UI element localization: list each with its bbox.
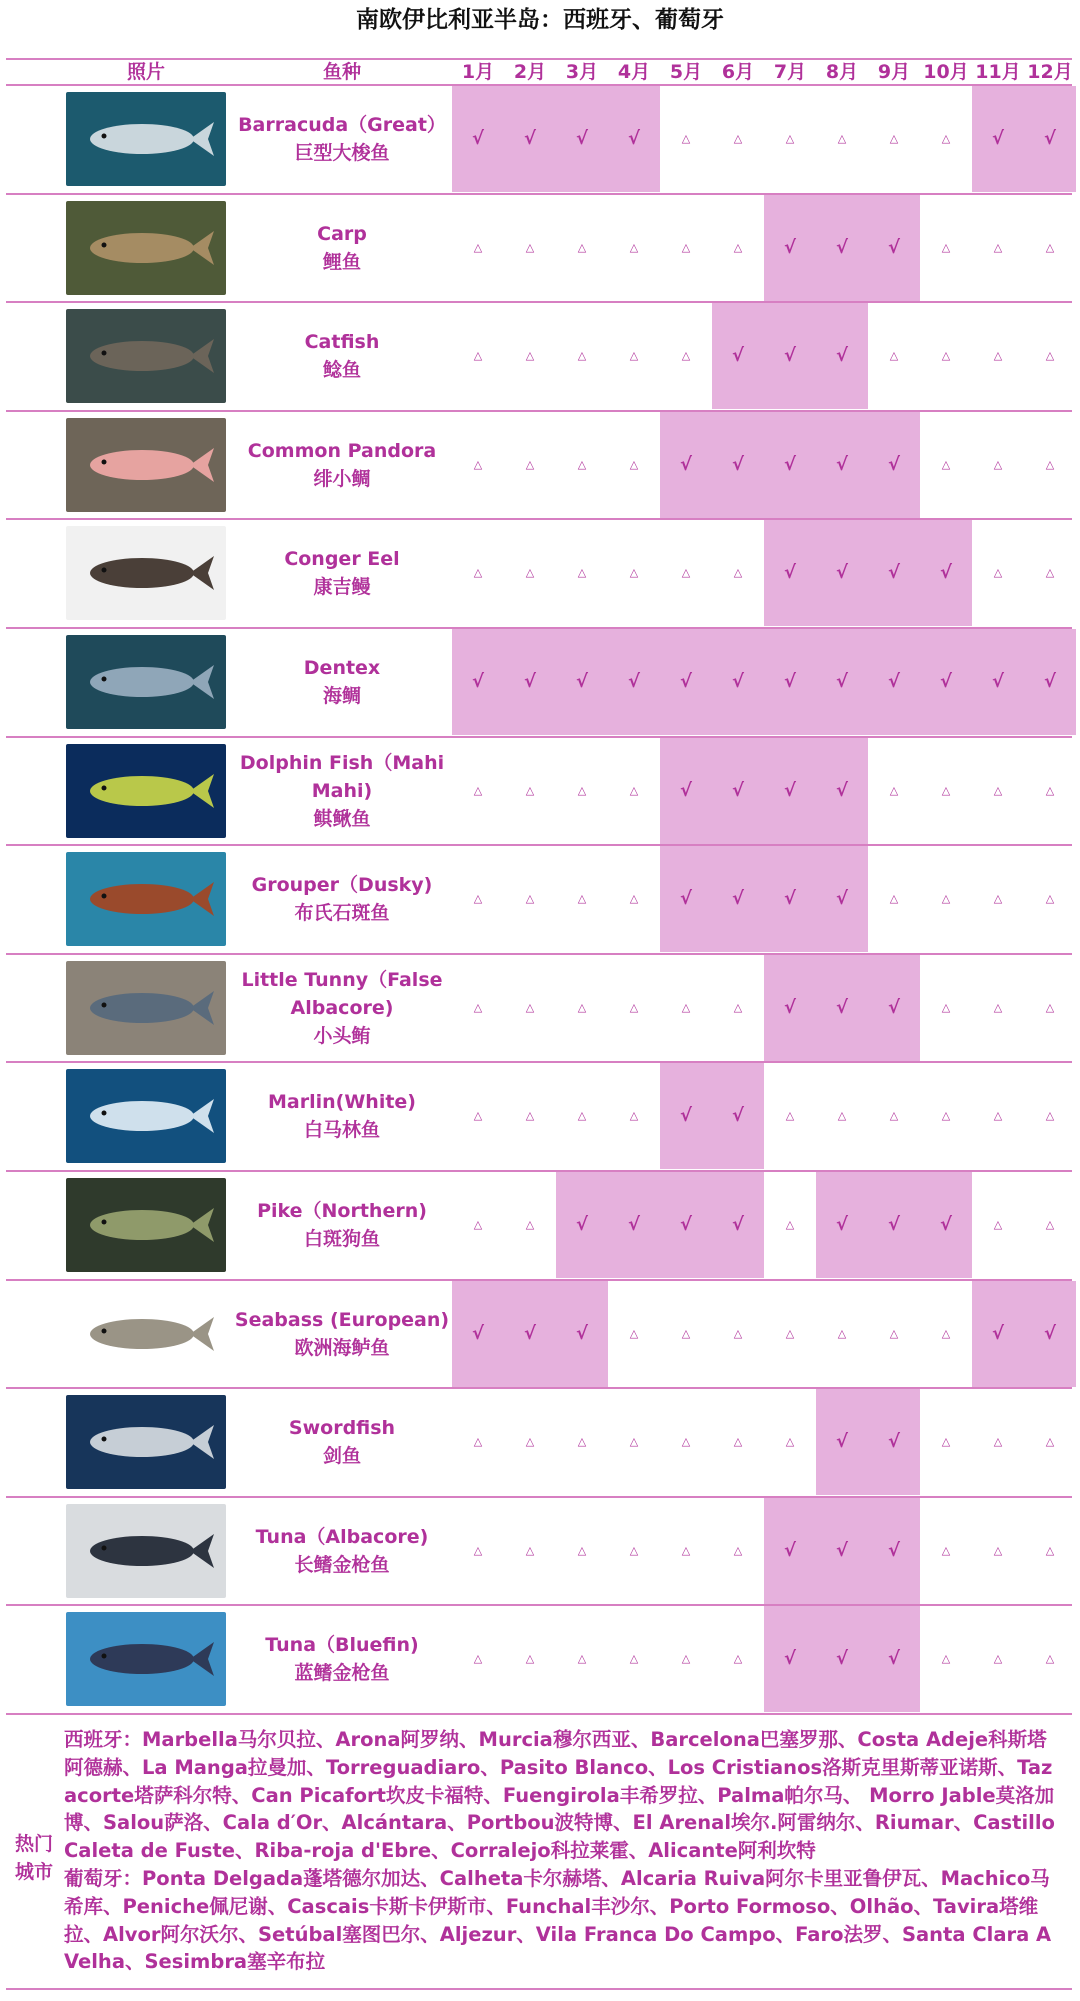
season-mark-yes: √: [764, 955, 816, 1061]
fish-name-cn: 康吉鳗: [313, 576, 371, 599]
season-mark-no: △: [577, 457, 587, 471]
season-mark-no: △: [629, 457, 639, 471]
season-mark-no: △: [577, 892, 587, 906]
season-mark-no: △: [1045, 457, 1055, 471]
header-month: 9月: [877, 61, 911, 83]
fish-name: [234, 738, 450, 844]
fish-name-en: Grouper（Dusky): [251, 874, 433, 897]
season-mark-no: △: [577, 1652, 587, 1666]
fish-name-cn: 剑鱼: [322, 1445, 361, 1468]
cities-portugal: 葡萄牙：Ponta Delgada蓬塔德尔加达、Calheta卡尔赫塔、Alcaria Ruiva阿尔卡里亚鲁伊瓦、Machico马希库、Peniche佩尼谢、Cascais卡斯卡伊斯市、Funchal丰沙尔、Porto Formoso、Olhão、Tavira塔维拉、Alvor阿尔沃尔、Setúbal塞图巴尔、Aljezur、Vila Franca Do Campo、Faro法罗、Santa Clara A Velha、Sesimbra塞辛布拉: [64, 1866, 1052, 1974]
fish-name-en: Barracuda（Great）: [238, 114, 446, 136]
season-mark-yes: √: [764, 303, 816, 409]
season-mark-no: △: [525, 349, 535, 363]
season-mark-no: △: [993, 566, 1003, 580]
pandora-photo: [66, 418, 226, 512]
cities-label: 热门城市: [14, 1833, 53, 1883]
season-mark-no: △: [577, 349, 587, 363]
season-mark-no: △: [577, 566, 587, 580]
fish-name: [234, 195, 450, 301]
season-mark-yes: √: [608, 629, 660, 735]
carp-photo: [66, 201, 226, 295]
fish-name-en: Marlin(White): [268, 1091, 416, 1114]
table-header-row: [6, 58, 1072, 86]
season-mark-no: △: [681, 1435, 691, 1449]
season-mark-yes: √: [504, 1281, 556, 1387]
season-mark-no: △: [525, 1000, 535, 1014]
season-mark-no: △: [993, 1109, 1003, 1123]
season-mark-yes: √: [816, 955, 868, 1061]
fish-name-cn: 欧洲海鲈鱼: [294, 1336, 390, 1359]
season-mark-no: △: [785, 1109, 795, 1123]
season-mark-no: △: [837, 1326, 847, 1340]
fish-name: [234, 629, 450, 735]
season-mark-yes: √: [816, 629, 868, 735]
season-mark-yes: √: [452, 629, 504, 735]
fish-name-cn: 小头鲔: [313, 1024, 371, 1047]
season-mark-no: △: [941, 783, 951, 797]
season-mark-no: △: [577, 783, 587, 797]
season-mark-no: △: [733, 566, 743, 580]
season-mark-no: △: [577, 1435, 587, 1449]
fish-season-table: [6, 58, 1072, 1715]
season-mark-no: △: [525, 1543, 535, 1557]
season-mark-no: △: [629, 783, 639, 797]
season-mark-no: △: [473, 240, 483, 254]
season-mark-no: △: [525, 892, 535, 906]
season-mark-no: △: [733, 1000, 743, 1014]
season-mark-no: △: [473, 1652, 483, 1666]
season-mark-yes: √: [712, 738, 764, 844]
season-mark-no: △: [681, 349, 691, 363]
season-mark-yes: √: [712, 303, 764, 409]
header-month: 11月: [975, 61, 1021, 83]
season-mark-no: △: [1045, 1109, 1055, 1123]
season-mark-no: △: [629, 1000, 639, 1014]
season-mark-no: △: [837, 1109, 847, 1123]
season-mark-no: △: [889, 132, 899, 145]
season-mark-yes: √: [608, 1172, 660, 1278]
season-mark-no: △: [733, 1326, 743, 1340]
season-mark-yes: √: [712, 846, 764, 952]
season-mark-no: △: [1045, 892, 1055, 906]
season-mark-yes: √: [660, 846, 712, 952]
table-row: [6, 1498, 1072, 1607]
season-mark-no: △: [1045, 349, 1055, 363]
season-mark-yes: √: [972, 629, 1024, 735]
season-mark-yes: √: [816, 1172, 868, 1278]
barracuda-photo: [66, 92, 226, 186]
season-mark-no: △: [889, 1326, 899, 1340]
season-mark-no: △: [1045, 1217, 1055, 1231]
season-mark-no: △: [941, 1109, 951, 1123]
season-mark-no: △: [525, 1109, 535, 1123]
season-mark-no: △: [1045, 1000, 1055, 1014]
season-mark-no: △: [889, 783, 899, 797]
fish-name-cn: 绯小鲷: [313, 467, 371, 490]
fish-name: [234, 1281, 450, 1387]
season-mark-no: △: [1045, 240, 1055, 254]
season-mark-no: △: [473, 566, 483, 580]
season-mark-no: △: [993, 1543, 1003, 1557]
season-mark-no: △: [577, 1000, 587, 1014]
popular-cities-section: [6, 1720, 1072, 1990]
season-mark-yes: √: [764, 629, 816, 735]
fish-name-cn: 巨型大梭鱼: [294, 142, 390, 164]
mahi-mahi-photo: [66, 744, 226, 838]
season-mark-no: △: [993, 1435, 1003, 1449]
table-row: [6, 412, 1072, 521]
fish-name-cn: 鲯鳅鱼: [313, 807, 371, 830]
season-mark-no: △: [473, 1543, 483, 1557]
season-mark-no: △: [629, 1543, 639, 1557]
table-body: [6, 86, 1072, 1715]
season-mark-no: △: [681, 1326, 691, 1340]
fish-name-en: Seabass (European): [234, 1308, 450, 1331]
season-mark-no: △: [473, 1435, 483, 1449]
cities-spain: 西班牙：Marbella马尔贝拉、Arona阿罗纳、Murcia穆尔西亚、Barcelona巴塞罗那、Costa Adeje科斯塔阿德赫、La Manga拉曼加、Torreguadiaro、Pasito Blanco、Los Cristianos洛斯克里斯蒂亚诺斯、Tazacorte塔萨科尔特、Can Picafort坎皮卡福特、Fuengirola丰希罗拉、Palma帕尔马、 Morro Jable莫洛加博、Salou萨洛、Cala d′Or、Alcántara、Portbou波特博、El Arenal埃尔.阿雷纳尔、Riumar、Castillo Caleta de Fuste、Riba-roja d'Ebre、Corralejo科拉莱霍、Alicante阿利坎特: [64, 1728, 1055, 1863]
header-month: 5月: [669, 61, 703, 83]
season-mark-yes: √: [660, 1172, 712, 1278]
season-mark-no: △: [577, 1109, 587, 1123]
season-mark-yes: √: [816, 846, 868, 952]
season-mark-yes: √: [1024, 1281, 1076, 1387]
table-row: [6, 846, 1072, 955]
season-mark-no: △: [993, 892, 1003, 906]
fish-name: [234, 1389, 450, 1495]
season-mark-no: △: [941, 457, 951, 471]
season-mark-no: △: [941, 1000, 951, 1014]
season-mark-no: △: [681, 1652, 691, 1666]
season-mark-yes: √: [764, 1606, 816, 1712]
season-mark-no: △: [733, 1543, 743, 1557]
season-mark-yes: √: [972, 86, 1024, 192]
fish-name: [234, 86, 450, 192]
season-mark-no: △: [837, 132, 847, 145]
season-mark-yes: √: [452, 86, 504, 192]
season-mark-no: △: [889, 1109, 899, 1123]
season-mark-no: △: [681, 1000, 691, 1014]
season-mark-no: △: [733, 1435, 743, 1449]
fish-name: [234, 1172, 450, 1278]
season-mark-no: △: [733, 240, 743, 254]
season-mark-yes: √: [764, 846, 816, 952]
season-mark-yes: √: [868, 1172, 920, 1278]
swordfish-photo: [66, 1395, 226, 1489]
season-mark-yes: √: [972, 1281, 1024, 1387]
season-mark-no: △: [525, 1217, 535, 1231]
season-mark-no: △: [629, 1326, 639, 1340]
season-mark-yes: √: [816, 303, 868, 409]
season-mark-yes: √: [816, 1606, 868, 1712]
season-mark-no: △: [473, 349, 483, 363]
season-mark-yes: √: [868, 1606, 920, 1712]
season-mark-yes: √: [816, 412, 868, 518]
season-mark-yes: √: [764, 195, 816, 301]
season-mark-no: △: [993, 457, 1003, 471]
season-mark-no: △: [629, 1435, 639, 1449]
season-mark-no: △: [681, 566, 691, 580]
fish-name-en: Dolphin Fish（Mahi Mahi): [239, 751, 445, 802]
fish-name: [234, 1606, 450, 1712]
header-month: 12月: [1027, 61, 1073, 83]
season-mark-no: △: [993, 349, 1003, 363]
season-mark-yes: √: [868, 412, 920, 518]
season-mark-no: △: [941, 1435, 951, 1449]
table-row: [6, 86, 1072, 195]
fish-name: [234, 303, 450, 409]
season-mark-yes: √: [504, 86, 556, 192]
season-mark-no: △: [473, 1000, 483, 1014]
season-mark-yes: √: [816, 1498, 868, 1604]
season-mark-yes: √: [556, 86, 608, 192]
fish-name-cn: 鲤鱼: [322, 250, 361, 273]
season-mark-no: △: [525, 240, 535, 254]
season-mark-no: △: [525, 566, 535, 580]
season-mark-no: △: [889, 892, 899, 906]
season-mark-no: △: [629, 1109, 639, 1123]
season-mark-yes: √: [764, 412, 816, 518]
fish-name: [234, 1498, 450, 1604]
fish-name: [234, 846, 450, 952]
fish-name-cn: 鲶鱼: [322, 359, 361, 382]
season-mark-no: △: [577, 240, 587, 254]
header-month: 10月: [923, 61, 969, 83]
fish-name-en: Common Pandora: [247, 439, 437, 462]
season-mark-yes: √: [868, 629, 920, 735]
season-mark-yes: √: [608, 86, 660, 192]
season-mark-no: △: [941, 132, 951, 145]
header-species: 鱼种: [322, 61, 361, 83]
conger-eel-photo: [66, 526, 226, 620]
header-month: 3月: [565, 61, 599, 83]
season-mark-yes: √: [868, 955, 920, 1061]
season-mark-no: △: [1045, 566, 1055, 580]
season-mark-no: △: [525, 457, 535, 471]
table-row: [6, 195, 1072, 304]
table-row: [6, 303, 1072, 412]
season-mark-yes: √: [816, 520, 868, 626]
season-mark-no: △: [473, 457, 483, 471]
season-mark-no: △: [1045, 1435, 1055, 1449]
little-tunny-photo: [66, 961, 226, 1055]
season-mark-no: △: [629, 240, 639, 254]
season-mark-yes: √: [764, 520, 816, 626]
season-mark-no: △: [473, 892, 483, 906]
season-mark-no: △: [993, 1000, 1003, 1014]
season-mark-yes: √: [660, 738, 712, 844]
season-mark-no: △: [941, 1652, 951, 1666]
season-mark-no: △: [993, 240, 1003, 254]
bluefin-photo: [66, 1612, 226, 1706]
season-mark-no: △: [629, 1652, 639, 1666]
season-mark-yes: √: [920, 1172, 972, 1278]
season-mark-no: △: [941, 1326, 951, 1340]
fish-name: [234, 412, 450, 518]
pike-photo: [66, 1178, 226, 1272]
season-mark-yes: √: [452, 1281, 504, 1387]
fish-name-cn: 白斑狗鱼: [303, 1227, 380, 1250]
fish-name-en: Pike（Northern): [257, 1199, 427, 1222]
cities-text: [64, 1726, 1064, 1976]
season-mark-no: △: [1045, 783, 1055, 797]
fish-name: [234, 520, 450, 626]
season-mark-yes: √: [712, 629, 764, 735]
season-mark-yes: √: [556, 1281, 608, 1387]
season-mark-no: △: [993, 1652, 1003, 1666]
grouper-photo: [66, 852, 226, 946]
season-mark-yes: √: [920, 629, 972, 735]
fish-name-cn: 海鲷: [322, 684, 361, 707]
season-mark-no: △: [525, 1652, 535, 1666]
fish-name-en: Conger Eel: [284, 548, 400, 571]
season-mark-yes: √: [868, 1498, 920, 1604]
table-row: [6, 738, 1072, 847]
season-mark-yes: √: [712, 1063, 764, 1169]
fish-name-cn: 白马林鱼: [303, 1119, 380, 1142]
season-mark-no: △: [941, 240, 951, 254]
fish-name-en: Tuna（Bluefin): [265, 1634, 419, 1657]
catfish-photo: [66, 309, 226, 403]
season-mark-yes: √: [816, 1389, 868, 1495]
header-month: 4月: [617, 61, 651, 83]
season-mark-no: △: [785, 1326, 795, 1340]
season-mark-no: △: [681, 132, 691, 145]
season-mark-no: △: [941, 892, 951, 906]
season-mark-yes: √: [556, 629, 608, 735]
fish-name-en: Carp: [317, 222, 367, 245]
marlin-photo: [66, 1069, 226, 1163]
season-mark-no: △: [525, 783, 535, 797]
fish-name-en: Catfish: [304, 331, 380, 354]
table-row: [6, 1281, 1072, 1390]
season-mark-yes: √: [712, 412, 764, 518]
table-row: [6, 629, 1072, 738]
season-mark-no: △: [629, 566, 639, 580]
fish-name-cn: 蓝鳍金枪鱼: [294, 1662, 390, 1685]
header-month: 8月: [825, 61, 859, 83]
table-row: [6, 1389, 1072, 1498]
season-mark-yes: √: [868, 1389, 920, 1495]
fish-name-en: Dentex: [303, 656, 381, 679]
season-mark-no: △: [681, 240, 691, 254]
season-mark-yes: √: [764, 1498, 816, 1604]
season-mark-yes: √: [660, 629, 712, 735]
season-mark-yes: √: [764, 738, 816, 844]
fish-name-cn: 布氏石斑鱼: [294, 902, 390, 925]
season-mark-yes: √: [1024, 86, 1076, 192]
header-month: 2月: [513, 61, 547, 83]
season-mark-yes: √: [816, 195, 868, 301]
season-mark-yes: √: [816, 738, 868, 844]
albacore-photo: [66, 1504, 226, 1598]
season-mark-no: △: [889, 349, 899, 363]
table-row: [6, 1063, 1072, 1172]
season-mark-yes: √: [660, 412, 712, 518]
season-mark-yes: √: [868, 195, 920, 301]
season-mark-no: △: [473, 783, 483, 797]
season-mark-no: △: [733, 1652, 743, 1666]
table-row: [6, 955, 1072, 1064]
season-mark-no: △: [785, 1435, 795, 1449]
season-mark-no: △: [629, 892, 639, 906]
season-mark-no: △: [785, 1217, 795, 1231]
season-mark-yes: √: [660, 1063, 712, 1169]
season-mark-yes: √: [556, 1172, 608, 1278]
season-mark-no: △: [681, 1543, 691, 1557]
fish-name-en: Little Tunny（False Albacore): [241, 968, 443, 1019]
season-mark-no: △: [577, 1543, 587, 1557]
season-mark-yes: √: [712, 1172, 764, 1278]
page-title: 南欧伊比利亚半岛：西班牙、葡萄牙: [356, 7, 724, 33]
season-mark-yes: √: [920, 520, 972, 626]
table-row: [6, 1606, 1072, 1715]
season-mark-no: △: [941, 349, 951, 363]
header-month: 7月: [773, 61, 807, 83]
season-mark-no: △: [1045, 1652, 1055, 1666]
dentex-photo: [66, 635, 226, 729]
seabass-photo: [66, 1287, 226, 1381]
header-month: 6月: [721, 61, 755, 83]
header-photo: 照片: [126, 61, 165, 83]
season-mark-yes: √: [1024, 629, 1076, 735]
fish-name-en: Swordfish: [288, 1417, 396, 1440]
season-mark-no: △: [629, 349, 639, 363]
season-mark-no: △: [525, 1435, 535, 1449]
fish-name-en: Tuna（Albacore): [255, 1525, 429, 1548]
season-mark-no: △: [733, 132, 743, 145]
season-mark-no: △: [473, 1109, 483, 1123]
season-mark-no: △: [993, 783, 1003, 797]
fish-name: [234, 955, 450, 1061]
season-mark-yes: √: [504, 629, 556, 735]
season-mark-no: △: [1045, 1543, 1055, 1557]
table-row: [6, 1172, 1072, 1281]
season-mark-no: △: [941, 1543, 951, 1557]
season-mark-no: △: [473, 1217, 483, 1231]
fish-name: [234, 1063, 450, 1169]
table-row: [6, 520, 1072, 629]
season-mark-yes: √: [868, 520, 920, 626]
season-mark-no: △: [993, 1217, 1003, 1231]
season-mark-no: △: [785, 132, 795, 145]
fish-name-cn: 长鳍金枪鱼: [294, 1553, 390, 1576]
header-month: 1月: [461, 61, 495, 83]
